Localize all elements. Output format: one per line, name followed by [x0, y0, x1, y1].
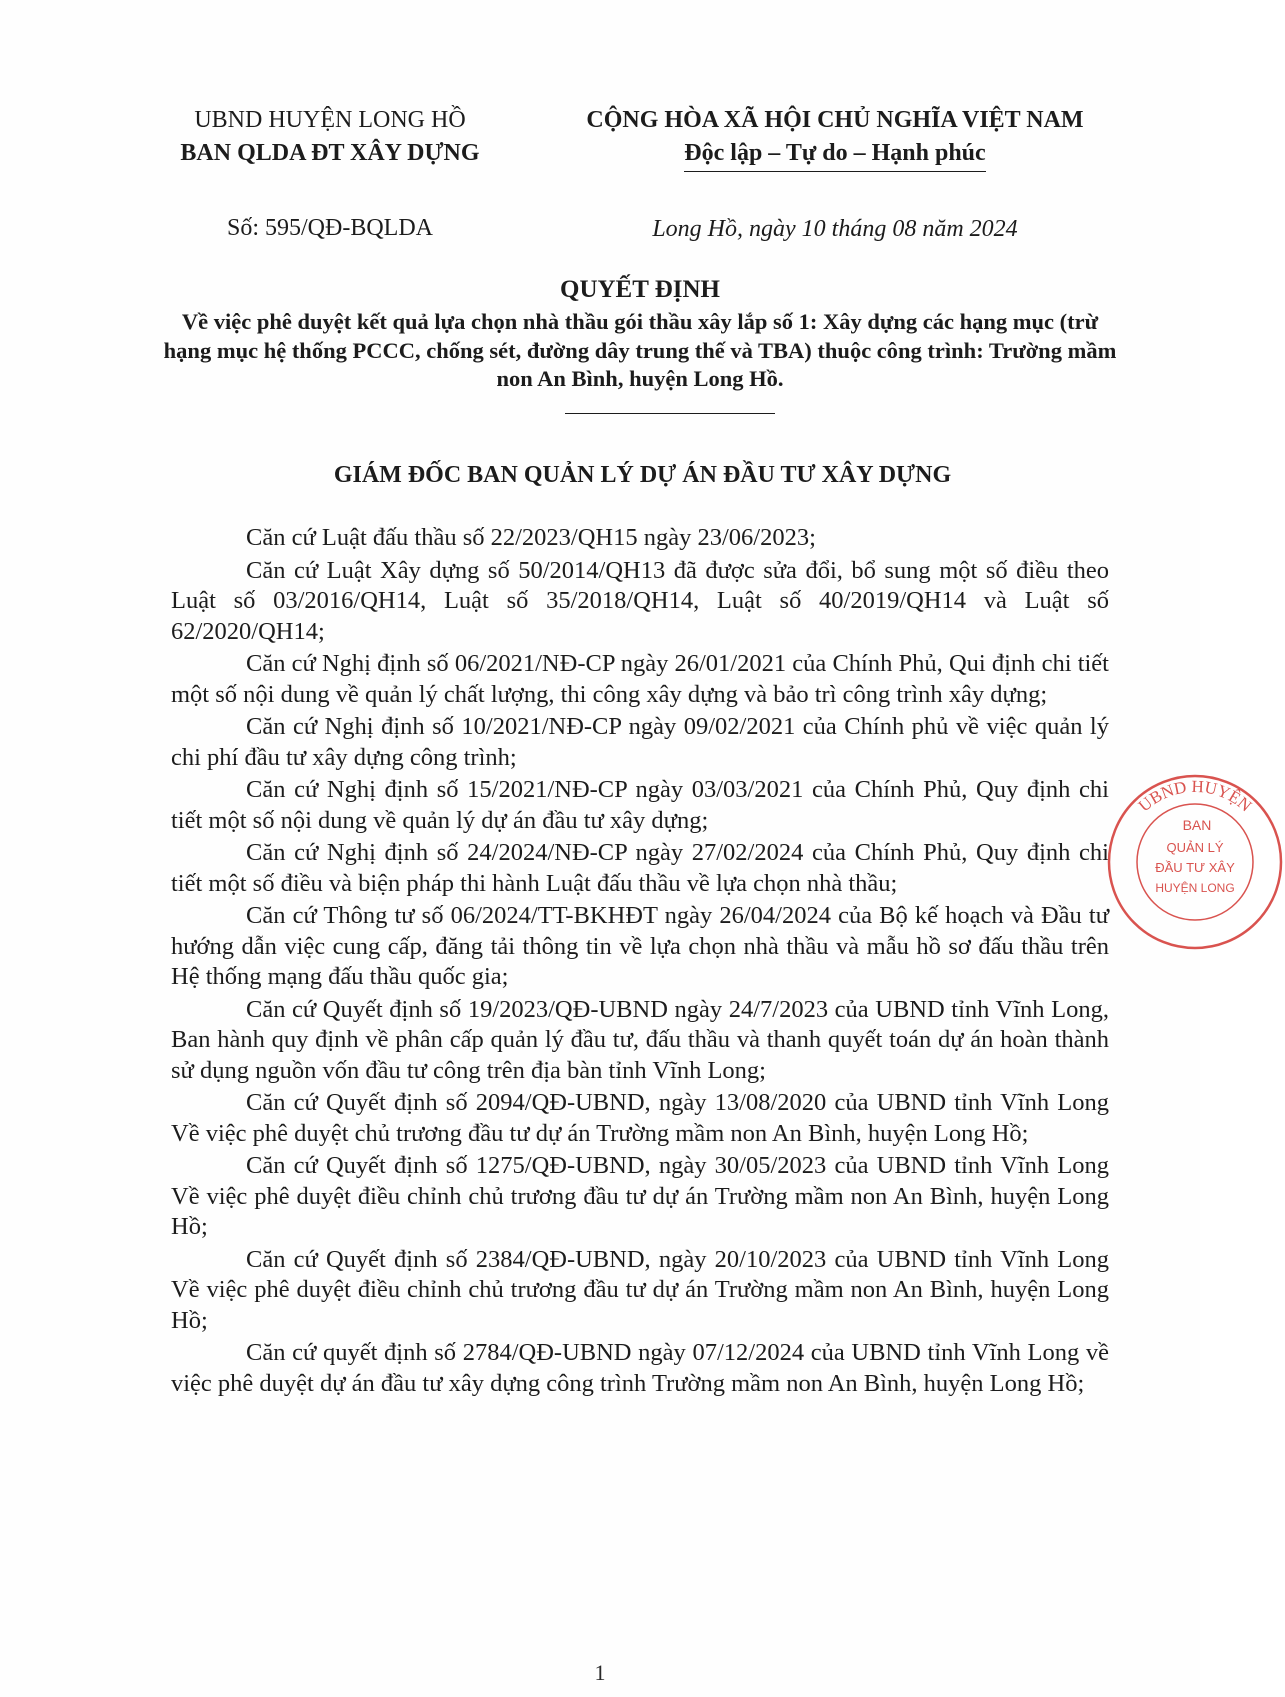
seal-inner-text: QUẢN LÝ	[1166, 840, 1224, 855]
svg-text:UBND HUYỆN	[1135, 777, 1256, 816]
decision-title: QUYẾT ĐỊNH	[560, 276, 720, 303]
issuing-authority: GIÁM ĐỐC BAN QUẢN LÝ DỰ ÁN ĐẦU TƯ XÂY DỰNG	[333, 462, 952, 488]
agency-parent: UBND HUYỆN LONG HỒ	[194, 107, 466, 133]
decision-title-block	[160, 273, 1120, 394]
national-header-block	[545, 104, 1125, 246]
legal-basis-paragraph: Căn cứ quyết định số 2784/QĐ-UBND ngày 07/12/2024 của UBND tỉnh Vĩnh Long về việc phê duyệt dự án đầu tư xây dựng công trình Trường mầm non An Bình, huyện Long Hồ;	[171, 1339, 1109, 1397]
seal-inner-text: HUYỆN LONG	[1155, 881, 1235, 895]
legal-basis-paragraph: Căn cứ Nghị định số 24/2024/NĐ-CP ngày 27/02/2024 của Chính Phủ, Quy định chi tiết một số điều và biện pháp thi hành Luật đấu thầu về lựa chọn nhà thầu;	[171, 839, 1109, 897]
legal-basis-paragraph: Căn cứ Luật đấu thầu số 22/2023/QH15 ngày 23/06/2023;	[246, 524, 816, 551]
legal-basis-paragraph: Căn cứ Quyết định số 1275/QĐ-UBND, ngày 30/05/2023 của UBND tỉnh Vĩnh Long Về việc phê duyệt điều chỉnh chủ trương đầu tư dự án Trường mầm non An Bình, huyện Long Hồ;	[171, 1152, 1109, 1240]
legal-basis-paragraph: Căn cứ Quyết định số 2094/QĐ-UBND, ngày 13/08/2020 của UBND tỉnh Vĩnh Long Về việc phê duyệt chủ trương đầu tư dự án Trường mầm non An Bình, huyện Long Hồ;	[171, 1089, 1109, 1147]
seal-inner-text: BAN	[1182, 817, 1212, 833]
legal-basis-section	[171, 523, 1109, 1401]
legal-basis-paragraph: Căn cứ Nghị định số 10/2021/NĐ-CP ngày 09/02/2021 của Chính phủ về việc quản lý chi phí đầu tư xây dựng công trình;	[171, 713, 1109, 771]
page-number: 1	[594, 1660, 606, 1685]
legal-basis-paragraph: Căn cứ Nghị định số 06/2021/NĐ-CP ngày 26/01/2021 của Chính Phủ, Qui định chi tiết một số nội dung về quản lý chất lượng, thi công xây dựng và bảo trì công trình xây dựng;	[171, 650, 1109, 708]
place-date: Long Hồ, ngày 10 tháng 08 năm 2024	[652, 216, 1018, 242]
legal-basis-paragraph: Căn cứ Luật Xây dựng số 50/2014/QH13 đã được sửa đổi, bổ sung một số điều theo Luật số 03/2016/QH14, Luật số 35/2018/QH14, Luật số 40/2019/QH14 và Luật số 62/2020/QH14;	[171, 556, 1109, 645]
legal-basis-paragraph: Căn cứ Thông tư số 06/2024/TT-BKHĐT ngày 26/04/2024 của Bộ kế hoạch và Đầu tư hướng dẫn việc cung cấp, đăng tải thông tin về lựa chọn nhà thầu và mẫu hồ sơ đấu thầu trên Hệ thống mạng đấu thầu quốc gia;	[171, 902, 1109, 990]
agency-name: BAN QLDA ĐT XÂY DỰNG	[180, 140, 480, 166]
legal-basis-paragraph: Căn cứ Quyết định số 2384/QĐ-UBND, ngày 20/10/2023 của UBND tỉnh Vĩnh Long Về việc phê duyệt điều chỉnh chủ trương đầu tư dự án Trường mầm non An Bình, huyện Long Hồ;	[171, 1245, 1109, 1334]
document-number: Số: 595/QĐ-BQLDA	[226, 215, 433, 241]
legal-basis-paragraph: Căn cứ Quyết định số 19/2023/QĐ-UBND ngày 24/7/2023 của UBND tỉnh Vĩnh Long, Ban hành quy định về phân cấp quản lý đầu tư, đấu thầu và thanh quyết toán dự án hoàn thành sử dụng nguồn vốn đầu tư công trên địa bàn tỉnh Vĩnh Long;	[171, 995, 1109, 1084]
national-motto: Độc lập – Tự do – Hạnh phúc	[684, 137, 985, 172]
seal-inner-text: ĐẦU TƯ XÂY	[1155, 860, 1235, 875]
title-divider	[565, 413, 775, 414]
issuing-agency-block	[150, 104, 510, 245]
official-seal-icon	[1105, 772, 1285, 952]
seal-outer-text: UBND HUYỆN	[1134, 776, 1256, 816]
decision-subject: Về việc phê duyệt kết quả lựa chọn nhà thầu gói thầu xây lắp số 1: Xây dựng các hạng mục (trừ hạng mục hệ thống PCCC, chống sét, đường dây trung thế và TBA) thuộc công trình: Trường mầm non An Bình, huyện Long Hồ.	[163, 309, 1117, 391]
country-name: CỘNG HÒA XÃ HỘI CHỦ NGHĨA VIỆT NAM	[586, 107, 1084, 133]
legal-basis-paragraph: Căn cứ Nghị định số 15/2021/NĐ-CP ngày 03/03/2021 của Chính Phủ, Quy định chi tiết một số nội dung về quản lý dự án đầu tư xây dựng;	[171, 776, 1109, 834]
